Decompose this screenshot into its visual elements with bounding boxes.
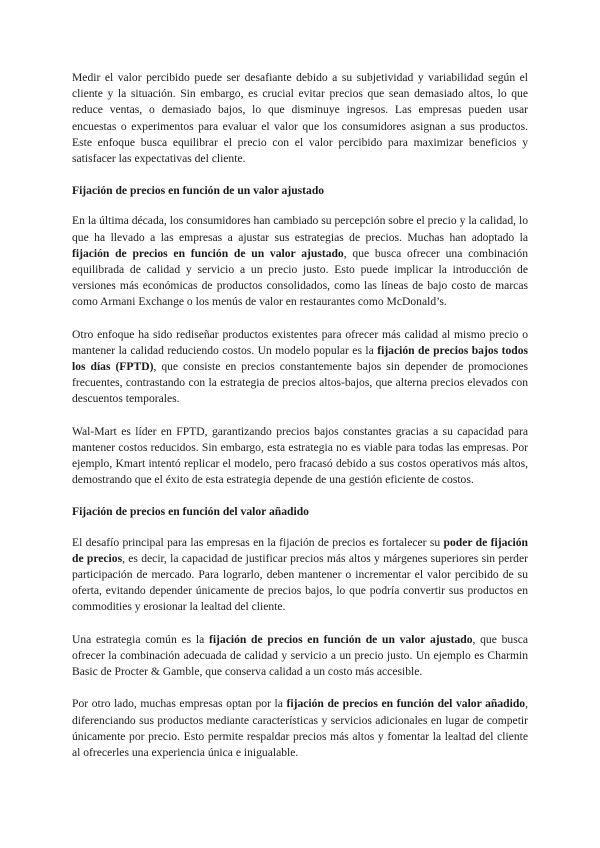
text-run: , es decir, la capacidad de justificar precios más altos y márgenes superiores sin perder participación de mercado. Para lograrlo, deben mantener o incrementar el valor percibido de su oferta, evitando depender únicamente de precios bajos, lo que podría convertir sus productos en commodities y erosionar la lealtad del cliente. bbox=[72, 551, 528, 614]
text-run: Otro enfoque ha sido rediseñar productos existentes para ofrecer más calidad al mismo precio o mantener la calidad reduciendo costos. Un modelo popular es la bbox=[72, 327, 528, 357]
bold-term: poder de fijación de precios bbox=[72, 535, 528, 565]
bold-term: fijación de precios en función de un valor ajustado bbox=[72, 246, 344, 260]
paragraph-value-added bbox=[72, 696, 528, 761]
text-run: El desafío principal para las empresas en la fijación de precios es fortalecer su bbox=[72, 535, 444, 549]
paragraph-perceived-value: Medir el valor percibido puede ser desafiante debido a su subjetividad y variabilidad según el cliente y la situación. Sin embargo, es crucial evitar precios que sean demasiado altos, lo que reduce ventas, o demasiado bajos, lo que disminuye ingresos. Las empresas pueden usar encuestas o experimentos para evaluar el valor que los consumidores asignan a sus productos. Este enfoque busca equilibrar el precio con el valor percibido para maximizar beneficios y satisfacer las expectativas del cliente. bbox=[72, 71, 528, 166]
text-run: , diferenciando sus productos mediante características y servicios adicionales en lugar de competir únicamente por precio. Esto permite respaldar precios más altos y fomentar la lealtad del cliente al ofrecerles una experiencia única e inigualable. bbox=[72, 697, 528, 759]
paragraph-consumer-perception bbox=[72, 213, 528, 310]
heading-adjusted-value-pricing: Fijación de precios en función de un valor ajustado bbox=[72, 184, 325, 198]
bold-term: fijación de precios bajos todos los días (FPTD) bbox=[72, 343, 529, 374]
text-run: , que busca ofrecer una combinación equilibrada de calidad y servicio a un precio justo. Esto puede implicar la introducción de versiones más económicas de productos consolidados, como las líneas de bajo costo de marcas como Armani Exchange o los menús de valor en restaurantes como McDonald’s. bbox=[72, 246, 528, 309]
bold-term: fijación de precios en función del valor añadido bbox=[286, 697, 526, 711]
text-run: Por otro lado, muchas empresas optan por la bbox=[72, 697, 287, 711]
paragraph-common-strategy bbox=[72, 632, 528, 681]
bold-term: fijación de precios en función de un valor ajustado bbox=[208, 632, 473, 646]
paragraph-pricing-power bbox=[72, 535, 528, 616]
paragraph-edlp bbox=[72, 327, 528, 408]
text-run: , que busca ofrecer la combinación adecuada de calidad y servicio a un precio justo. Un ejemplo es Charmin Basic de Procter & Gamble, que conserva calidad a un costo más accesible. bbox=[72, 632, 528, 679]
paragraph-walmart: Wal-Mart es líder en FPTD, garantizando precios bajos constantes gracias a su capacidad para mantener costos reducidos. Sin embargo, esta estrategia no es viable para todas las empresas. Por ejemplo, Kmart intentó replicar el modelo, pero fracasó debido a sus costos operativos más altos, demostrando que el éxito de esta estrategia depende de una gestión eficiente de costos. bbox=[72, 424, 528, 487]
heading-value-added-pricing: Fijación de precios en función del valor añadido bbox=[72, 505, 309, 519]
text-run: En la última década, los consumidores han cambiado su percepción sobre el precio y la calidad, lo que ha llevado a las empresas a ajustar sus estrategias de precios. Muchas han adoptado la bbox=[72, 214, 528, 244]
text-run: , que consiste en precios constantemente bajos sin depender de promociones frecuentes, contrastando con la estrategia de precios altos-bajos, que alterna precios elevados con descuentos temporales. bbox=[72, 360, 529, 406]
text-run: Una estrategia común es la bbox=[72, 632, 209, 646]
document-body bbox=[72, 70, 528, 777]
